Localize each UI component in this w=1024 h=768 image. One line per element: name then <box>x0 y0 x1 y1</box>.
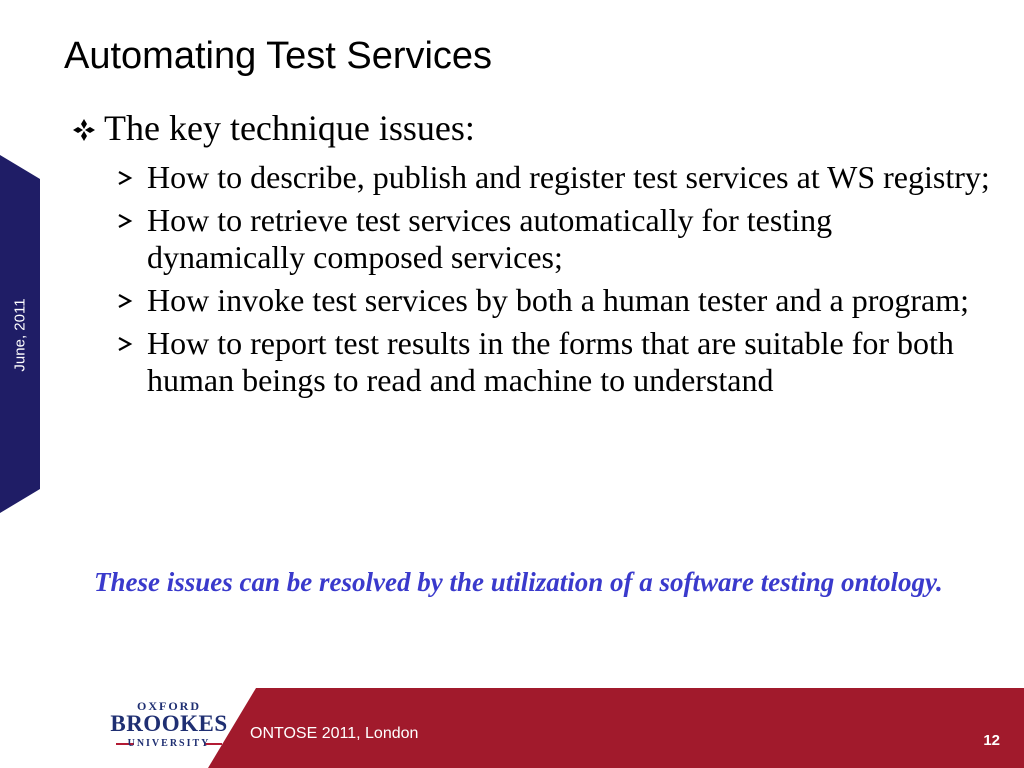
list-item <box>114 159 994 196</box>
sub-bullet-list <box>114 159 994 405</box>
main-bullet-text: The key technique issues: <box>104 108 475 148</box>
sub-bullet-text: How invoke test services by both a human tester and a program; <box>147 282 969 318</box>
sub-bullet-text: How to describe, publish and register test services at WS registry; <box>147 159 990 195</box>
logo-line-oxford: OXFORD <box>137 699 201 713</box>
arrow-bullet-icon <box>116 170 134 186</box>
list-item <box>114 282 994 319</box>
oxford-brookes-logo <box>110 697 228 753</box>
arrow-bullet-icon <box>116 213 134 229</box>
logo-line-brookes: BROOKES <box>110 711 228 736</box>
logo-line-university: UNIVERSITY <box>127 738 211 749</box>
arrow-bullet-icon <box>116 336 134 352</box>
list-item <box>114 202 994 276</box>
page-number: 12 <box>983 732 1000 749</box>
sub-bullet-text: How to retrieve test services automatically for testing dynamically composed services; <box>147 202 833 275</box>
conference-label: ONTOSE 2011, London <box>250 725 419 742</box>
arrow-bullet-icon <box>116 293 134 309</box>
sub-bullet-text: How to report test results in the forms that are suitable for both human beings to read and machine to understand <box>147 325 954 398</box>
side-date-label: June, 2011 <box>11 298 29 372</box>
ontology-note: These issues can be resolved by the utilization of a software testing ontology. <box>94 567 943 597</box>
diamond-bullet-icon <box>72 118 96 142</box>
footer <box>0 688 1024 768</box>
slide-title: Automating Test Services <box>64 35 493 77</box>
list-item <box>114 325 994 399</box>
